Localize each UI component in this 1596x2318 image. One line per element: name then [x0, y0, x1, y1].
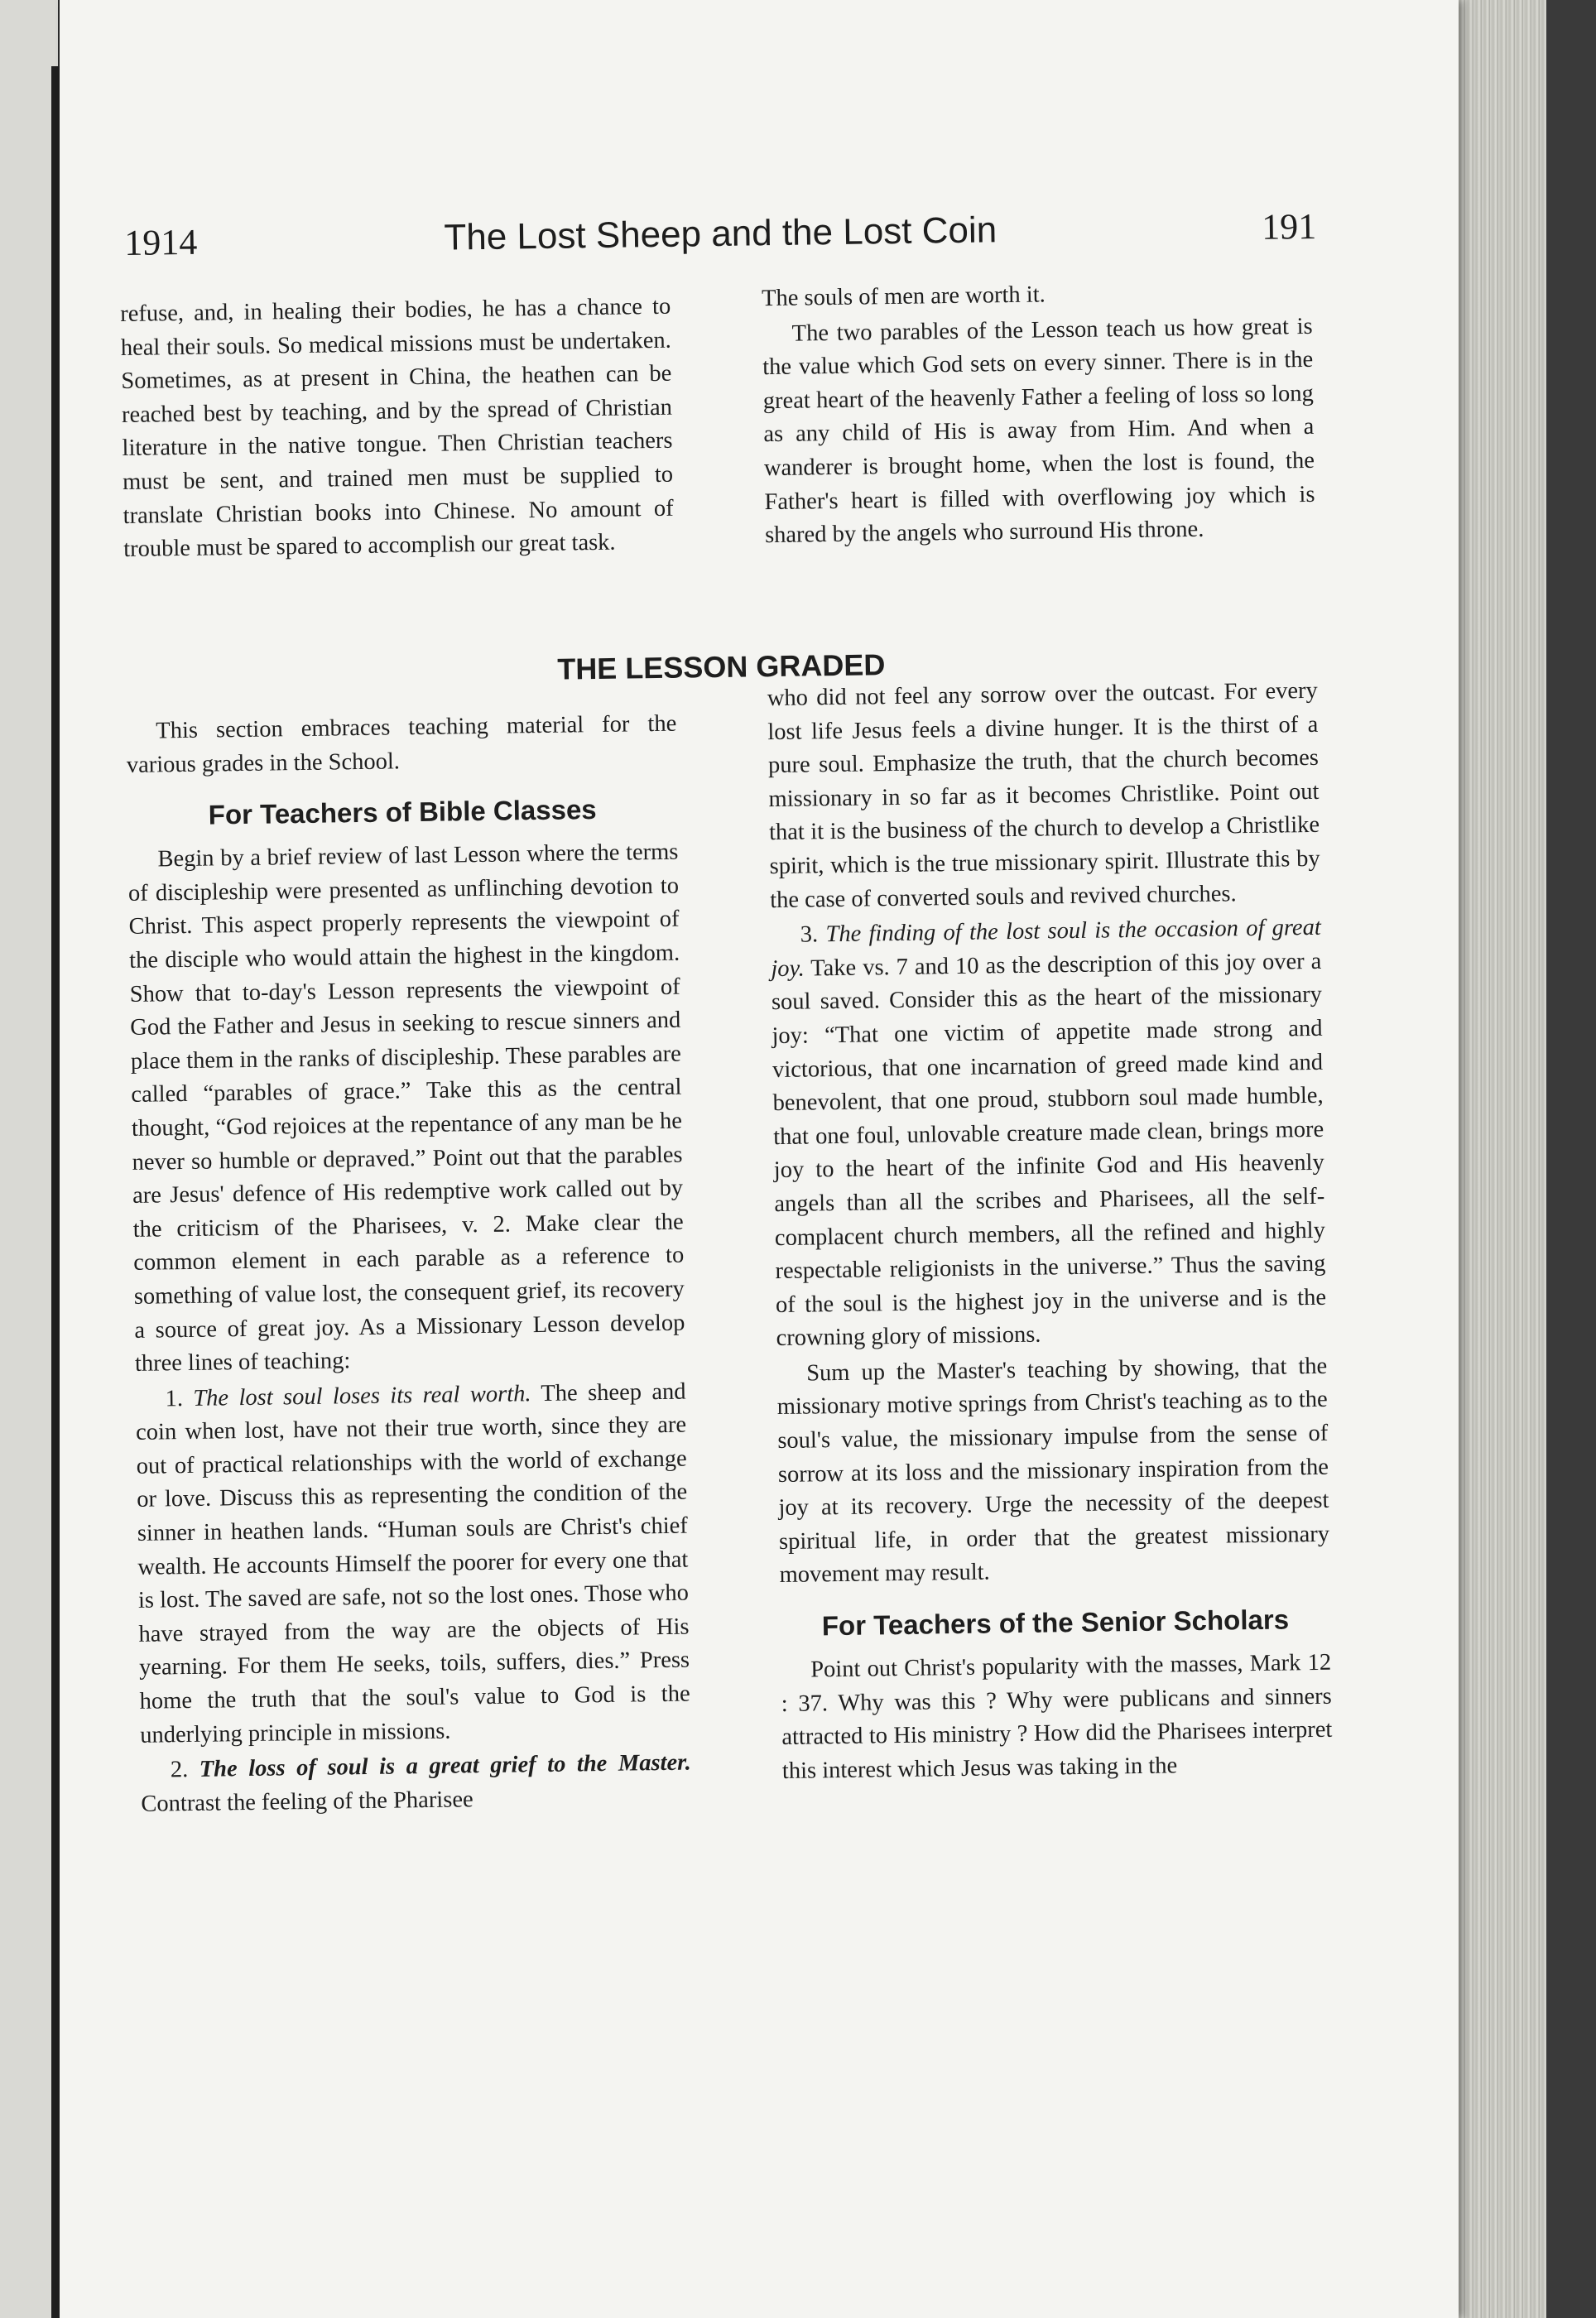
point-2-text: Contrast the feeling of the Pharisee	[141, 1787, 474, 1817]
page-number: 191	[1261, 205, 1317, 248]
teaching-point-1	[135, 1375, 690, 1753]
intro-left-column	[120, 291, 674, 567]
point-3-lead: The finding of the lost soul is the occasion of great joy.	[771, 914, 1321, 982]
intro-paragraph-left: refuse, and, in healing their bodies, he has a chance to heal their souls. So medical missions must be undertaken. Sometimes, as at present in China, the heathen can be reached best by teaching, and by the spread of Christian literature in the native tongue. Then Christian teachers must be sent, and trained men must be supplied to translate Christian books into Chinese. No amount of trouble must be spared to accomplish our great task.	[120, 293, 674, 563]
point-2-lead: The loss of soul is a great grief to the Master.	[199, 1749, 691, 1783]
point-3-number: 3.	[800, 921, 819, 948]
point-2-continued: who did not feel any sorrow over the outcast. For every lost life Jesus feels a divine hunger. It is the thirst of a pure soul. Emphasize the truth, that the church becomes missionary in so far as it becomes Christlike. Point out that it is the business of the church to develop a Christlike spirit, which is the true missionary spirit. Illustrate this by the case of converted souls and revived churches.	[767, 677, 1320, 913]
intro-paragraph-right-2: The two parables of the Lesson teach us how great is the value which God sets on every sinner. There is in the great heart of the heavenly Father a feeling of loss so long as any child of His is away from Him. And when a wanderer is brought home, when the lost is found, the Father's heart is filled with overflowing joy which is shared by the angels who surround His throne.	[762, 313, 1315, 549]
bible-classes-paragraph-1: Begin by a brief review of last Lesson where the terms of discipleship were presented as unflinching devotion to Christ. This aspect properly represents the viewpoint of the disciple who would attain the highest in the kingdom. Show that to-day's Lesson represents the viewpoint of God the Father and Jesus in seeking to rescue sinners and place them in the ranks of discipleship. These parables are called “parables of grace.” Take this as the central thought, “God rejoices at the repentance of any man be he never so humble or depraved.” Point out that the parables are Jesus' defence of His redemptive work called out by the criticism of the Pharisees, v. 2. Make clear the common element in each parable as a reference to something of value lost, the consequent grief, its recovery a source of great joy. As a Missionary Lesson develop three lines of teaching:	[127, 839, 685, 1377]
point-3-text: Take vs. 7 and 10 as the description of this joy over a soul saved. Consider this as the heart of the missionary joy: “That one victim of appetite made strong and victorious, that one incarnation of greed made kind and benevolent, that one proud, stubborn soul made humble, that one foul, unlovable creature made clean, brings more joy to the heart of the infinite God and His heavenly angels than all the scribes and Pharisees, all the self-complacent church members, all the refined and highly respectable religionists in the universe.” Thus the saving of the soul is the highest joy in the universe and is the crowning glory of missions.	[771, 948, 1327, 1352]
lesson-left-column	[126, 708, 692, 1822]
section-heading: THE LESSON GRADED	[556, 647, 886, 686]
book-cover-edge	[1546, 0, 1596, 2318]
point-1-lead: The lost soul loses its real worth.	[193, 1380, 531, 1411]
running-head-year: 1914	[124, 221, 198, 263]
bible-classes-heading: For Teachers of Bible Classes	[208, 794, 597, 830]
section-intro: This section embraces teaching material for the various grades in the School.	[126, 710, 677, 778]
text-block	[120, 281, 1339, 2202]
intro-right-column	[762, 275, 1315, 553]
summary-paragraph: Sum up the Master's teaching by showing, that the missionary motive springs from Christ's teaching as to the soul's value, the missionary impulse from the sense of sorrow at its loss and the missionary inspiration from the joy at its recovery. Urge the necessity of the deepest spiritual life, in order that the greatest missionary movement may result.	[776, 1353, 1330, 1589]
point-1-number: 1.	[165, 1385, 184, 1412]
teaching-point-2	[141, 1747, 692, 1821]
point-2-number: 2.	[170, 1757, 189, 1783]
lesson-right-column	[767, 675, 1334, 1789]
running-head-title: The Lost Sheep and the Lost Coin	[444, 209, 997, 258]
teaching-point-3	[771, 911, 1327, 1356]
senior-scholars-heading: For Teachers of the Senior Scholars	[821, 1604, 1290, 1642]
senior-scholars-paragraph-1: Point out Christ's popularity with the masses, Mark 12 : 37. Why was this ? Why were publicans and sinners attracted to His ministry ? How did the Pharisees interpret this interest which Jesus was taking in the	[781, 1649, 1333, 1784]
intro-paragraph-right-1: The souls of men are worth it.	[761, 281, 1046, 312]
point-1-text: The sheep and coin when lost, have not their true worth, since they are out of practical relationships with the world of exchange or love. Discuss this as representing the condition of the sinner in heathen lands. “Human souls are Christ's chief wealth. He accounts Himself the poorer for every one that is lost. The saved are safe, not so the lost ones. Those who have strayed from the way are the objects of His yearning. For them He seeks, toils, suffers, dies.” Press home the truth that the soul's value to God is the underlying principle in missions.	[135, 1378, 690, 1748]
facing-page-edge	[0, 0, 58, 2318]
